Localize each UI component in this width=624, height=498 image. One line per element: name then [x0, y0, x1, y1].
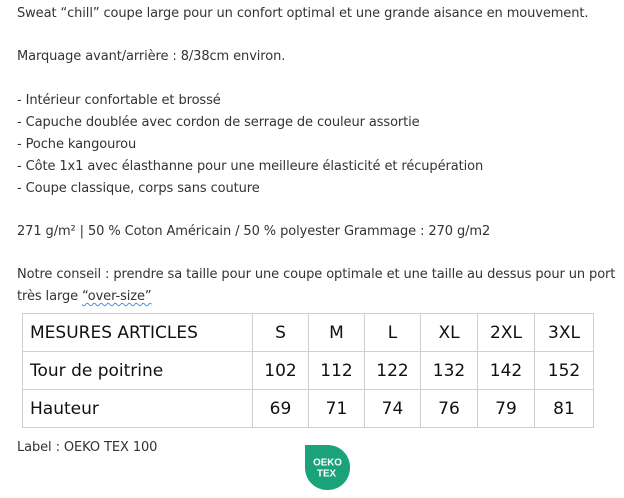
size-header: XL — [421, 314, 478, 352]
over-size-term: “over-size” — [82, 289, 152, 304]
advice-prefix: très large — [17, 289, 83, 304]
oeko-tex-logo — [304, 444, 351, 491]
size-header: S — [253, 314, 309, 352]
feature-item: - Capuche doublée avec cordon de serrage de couleur assortie — [17, 115, 420, 130]
row-label: Hauteur — [23, 390, 253, 428]
table-cell: 76 — [421, 390, 478, 428]
table-row — [23, 390, 594, 428]
table-cell: 74 — [365, 390, 421, 428]
table-cell: 71 — [309, 390, 365, 428]
feature-item: - Intérieur confortable et brossé — [17, 93, 221, 108]
oeko-logo-text-bottom: TEX — [317, 468, 337, 480]
table-cell: 122 — [365, 352, 421, 390]
size-header: L — [365, 314, 421, 352]
row-label: Tour de poitrine — [23, 352, 253, 390]
table-header-row — [23, 314, 594, 352]
table-cell: 132 — [421, 352, 478, 390]
table-header-label: MESURES ARTICLES — [23, 314, 253, 352]
table-cell: 69 — [253, 390, 309, 428]
advice-text-line2 — [17, 288, 152, 306]
size-header: 3XL — [535, 314, 594, 352]
label-text: Label : OEKO TEX 100 — [17, 440, 158, 455]
marking-text: Marquage avant/arrière : 8/38cm environ. — [17, 49, 286, 64]
composition-text: 271 g/m² | 50 % Coton Américain / 50 % polyester Grammage : 270 g/m2 — [17, 224, 491, 239]
table-row — [23, 352, 594, 390]
table-cell: 142 — [478, 352, 535, 390]
intro-text: Sweat “chill” coupe large pour un confort optimal et une grande aisance en mouvement. — [17, 6, 589, 21]
oeko-logo-text-top: OEKO — [313, 457, 342, 469]
feature-item: - Coupe classique, corps sans couture — [17, 181, 260, 196]
feature-item: - Côte 1x1 avec élasthanne pour une meilleure élasticité et récupération — [17, 159, 484, 174]
advice-text-line1: Notre conseil : prendre sa taille pour une coupe optimale et une taille au dessus pour un port — [17, 267, 616, 282]
table-cell: 81 — [535, 390, 594, 428]
size-header: M — [309, 314, 365, 352]
table-cell: 102 — [253, 352, 309, 390]
feature-item: - Poche kangourou — [17, 137, 137, 152]
table-cell: 79 — [478, 390, 535, 428]
table-cell: 152 — [535, 352, 594, 390]
size-header: 2XL — [478, 314, 535, 352]
size-table — [22, 313, 594, 428]
table-cell: 112 — [309, 352, 365, 390]
